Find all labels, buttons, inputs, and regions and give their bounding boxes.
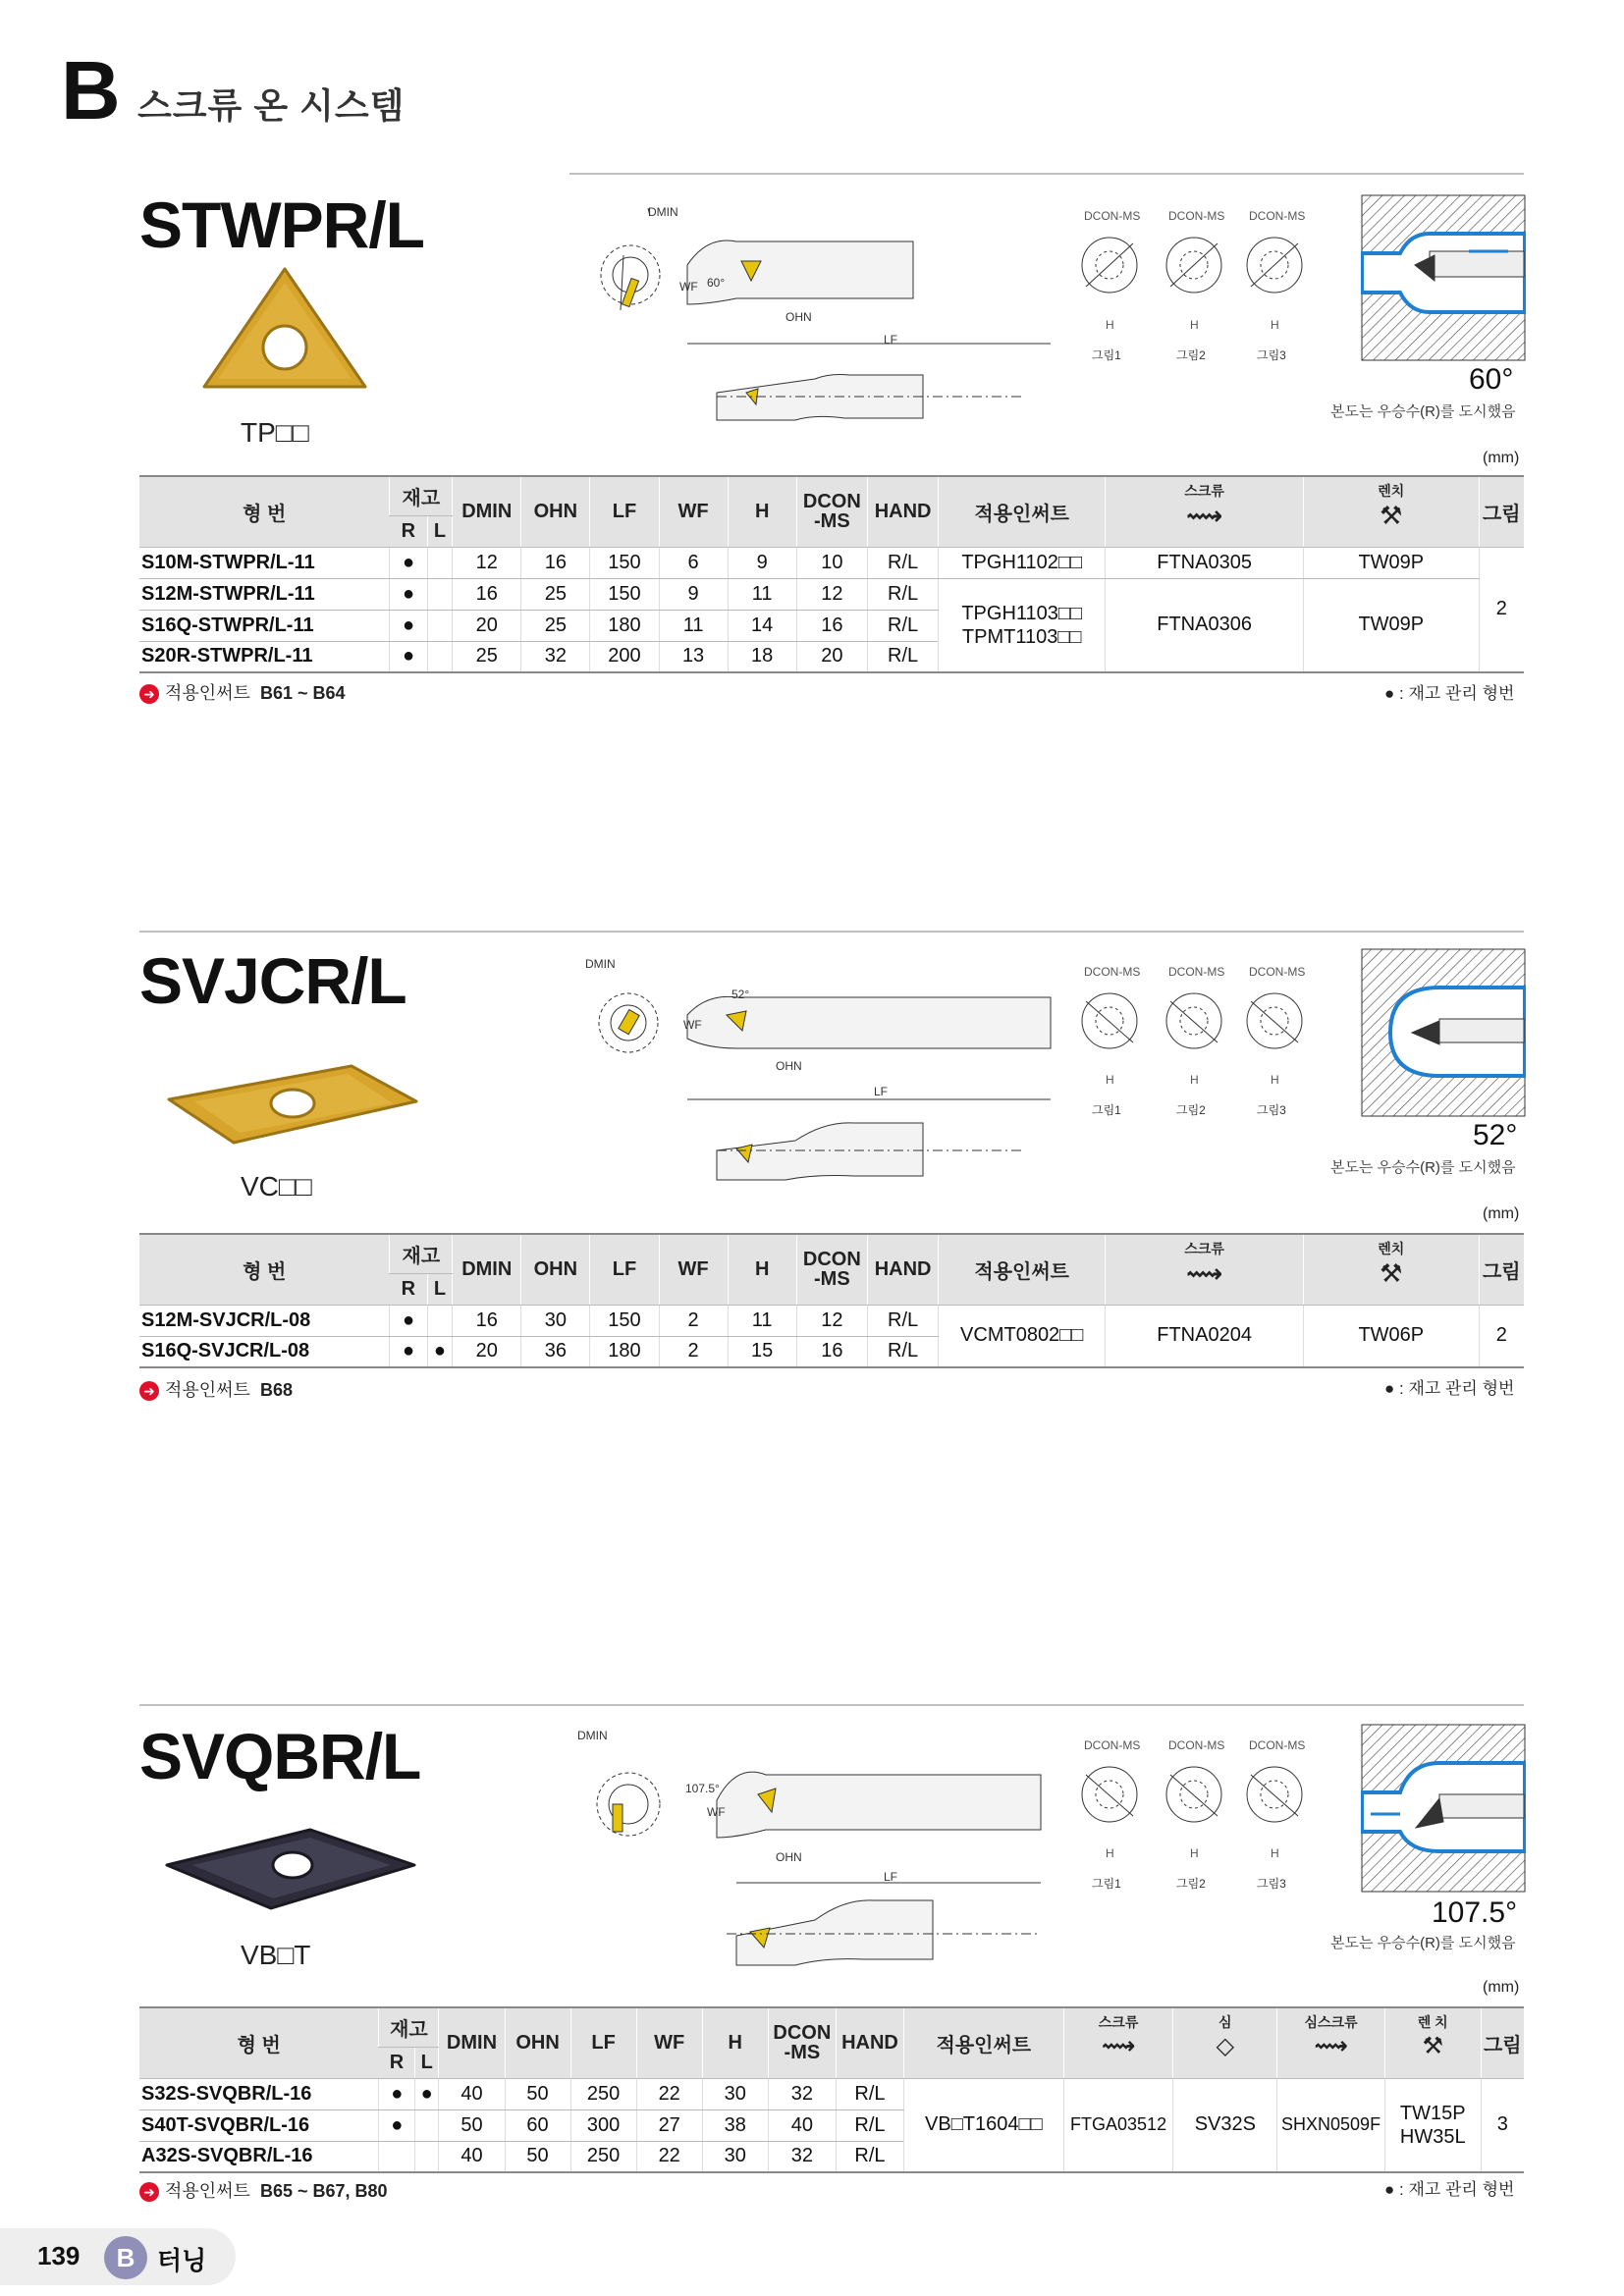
svg-text:그림2: 그림2 [1176,1877,1206,1891]
chapter-badge: B [104,2236,147,2279]
wf-label: WF [679,280,698,294]
svg-text:그림1: 그림1 [1092,1103,1121,1117]
section-rule [139,931,1524,933]
figure-1 [1082,238,1137,293]
arrow-right-icon: ➜ [139,2182,159,2202]
figure-3 [1247,238,1302,293]
section-rule [139,1704,1524,1706]
svg-text:DCON-MS: DCON-MS [1168,965,1225,979]
unit-label: (mm) [1483,1979,1520,1996]
page-number: 139 [37,2241,81,2270]
unit-label: (mm) [1483,1205,1520,1222]
chapter-title: 스크류 온 시스템 [137,85,406,126]
svg-text:그림1: 그림1 [1092,348,1121,362]
boring-illustration [1361,194,1526,361]
insert-label: VC□□ [241,1171,312,1201]
spec-table-stwpr: 형 번 재고 DMIN OHN LF WF H DCON -MS HAND 적용인써트 스크류 ⟿ 렌치 ⚒ 그림 R L S10M-STWPR/L-11 ● 12 16 150 6 9 10 R/L TPGH1102□□ FTNA0305 TW09P 2 S12M-STWPR/L-11 ● 16 25 150 9 11 12 R/L TPGH1103□□ TPMT1103□□ FTNA0306 TW09P S16Q-STWPR/L-11 ● 20 25 180 11 14 16 R/L S20R-STWPR/L-11 ● 25 32 200 13 18 20 R/L [139,475,1524,673]
svg-text:그림1: 그림1 [1092,1877,1121,1891]
section-title: SVJCR/L [139,944,406,1017]
section-rule [569,173,1524,175]
svg-text:H: H [1106,1073,1114,1087]
drawing-note: 본도는 우승수(R)를 도시했음 [1330,1935,1516,1951]
wrench-icon: ⚒ [1380,501,1403,530]
svg-text:DMIN: DMIN [577,1729,608,1742]
table-row: A32S-SVQBR/L-16 40 50 250 22 30 32 R/L [139,2141,1524,2172]
svg-text:52°: 52° [731,988,750,1001]
tool-drawing [579,954,1070,1190]
wrench-icon: ⚒ [1422,2033,1443,2059]
drawing-note: 본도는 우승수(R)를 도시했음 [1330,1159,1516,1176]
svg-text:LF: LF [884,1870,898,1884]
ohn-label: OHN [785,310,812,324]
svg-text:H: H [1106,318,1114,332]
table-row: S16Q-STWPR/L-11 ● 20 25 180 11 14 16 R/L [139,610,1524,641]
svg-text:OHN: OHN [776,1059,802,1073]
svg-text:DCON-MS: DCON-MS [1249,209,1306,223]
table-row: S40T-SVQBR/L-16 ● 50 60 300 27 38 40 R/L [139,2109,1524,2141]
table-row: S32S-SVQBR/L-16 ● ● 40 50 250 22 30 32 R/L VB□T1604□□ FTGA03512 SV32S SHXN0509F TW15P HW35L 3 [139,2078,1524,2109]
svg-text:DMIN: DMIN [585,957,616,971]
svg-text:H: H [1190,1073,1199,1087]
table-row: S12M-STWPR/L-11 ● 16 25 150 9 11 12 R/L TPGH1103□□ TPMT1103□□ FTNA0306 TW09P [139,578,1524,610]
figure-2 [1166,238,1221,293]
svg-text:H: H [1271,318,1279,332]
svg-text:H: H [1190,318,1199,332]
arrow-right-icon: ➜ [139,1381,159,1401]
svg-text:107.5°: 107.5° [685,1782,720,1795]
tool-drawing [589,196,1070,432]
svg-text:그림2: 그림2 [1176,348,1206,362]
stock-legend: ● : 재고 관리 형번 [1384,1379,1515,1398]
insert-tp-image [196,263,373,400]
stock-legend: ● : 재고 관리 형번 [1384,2180,1515,2199]
section-figures [1080,1735,1316,1893]
screw-icon: ⟿ [1185,501,1223,530]
svg-text:그림2: 그림2 [1176,1103,1206,1117]
insert-label: VB□T [241,1940,311,1970]
unit-label: (mm) [1483,450,1520,466]
drawing-note: 본도는 우승수(R)를 도시했음 [1330,403,1516,420]
svg-text:H: H [1190,1846,1199,1860]
svg-text:DCON-MS: DCON-MS [1168,209,1225,223]
section-figures [1080,206,1316,363]
table-row: S16Q-SVJCR/L-08 ● ● 20 36 180 2 15 16 R/L [139,1336,1524,1367]
section-title: SVQBR/L [139,1720,421,1792]
svg-text:H: H [1106,1846,1114,1860]
insert-vc-image [165,1060,420,1148]
insert-label: TP□□ [241,417,309,448]
chapter-letter: B [61,44,121,136]
svg-text:H: H [1271,1846,1279,1860]
svg-text:H: H [1271,1073,1279,1087]
svg-text:WF: WF [707,1805,726,1819]
svg-text:OHN: OHN [776,1850,802,1864]
wrench-icon: ⚒ [1380,1258,1403,1288]
section-figures [1080,962,1316,1119]
svg-text:WF: WF [683,1018,702,1032]
shim-icon: ◇ [1216,2033,1235,2059]
reference-pages[interactable]: ➜ 적용인써트 B65 ~ B67, B80 [139,2177,388,2203]
cutting-angle: 107.5° [1432,1896,1518,1929]
svg-text:DCON-MS: DCON-MS [1249,1738,1306,1752]
screw-icon: ⟿ [1185,1258,1223,1288]
stock-legend: ● : 재고 관리 형번 [1384,684,1515,703]
screw-icon: ⟿ [1101,2033,1136,2059]
svg-text:60°: 60° [707,276,726,290]
svg-text:DCON-MS: DCON-MS [1084,209,1141,223]
cutting-angle: 52° [1473,1119,1518,1151]
svg-text:DMIN: DMIN [648,205,678,219]
chapter-label: 터닝 [157,2246,207,2275]
svg-text:그림3: 그림3 [1257,1877,1286,1891]
arrow-right-icon: ➜ [139,684,159,704]
table-row: S10M-STWPR/L-11 ● 12 16 150 6 9 10 R/L TPGH1102□□ FTNA0305 TW09P 2 [139,547,1524,578]
svg-text:DCON-MS: DCON-MS [1084,965,1141,979]
lf-label: LF [884,333,898,347]
boring-illustration [1361,1724,1526,1893]
reference-pages[interactable]: ➜ 적용인써트 B68 [139,1376,293,1402]
insert-vb-image [163,1822,418,1916]
svg-text:그림3: 그림3 [1257,1103,1286,1117]
svg-text:LF: LF [874,1085,889,1098]
spec-table-svqbr: 형 번 재고 DMIN OHN LF WF H DCON -MS HAND 적용인써트 스크류 ⟿ 심 ◇ 심스크류 ⟿ 렌 치 ⚒ 그림 R L S32S-SVQBR/L-16 ● ● 40 50 250 22 30 32 R/L VB□T1604□□ FTGA03512 SV32S SHXN0509F TW15P HW35L 3 S40T-SVQBR/L-16 ● 50 60 300 27 38 40 R/L A32S-SVQBR/L-16 40 50 250 22 30 32 R/L [139,2006,1524,2173]
svg-text:DCON-MS: DCON-MS [1249,965,1306,979]
boring-illustration [1361,948,1526,1117]
cutting-angle: 60° [1469,363,1514,396]
spec-table-svjcr: 형 번 재고 DMIN OHN LF WF H DCON -MS HAND 적용인써트 스크류 ⟿ 렌치 ⚒ 그림 R L S12M-SVJCR/L-08 ● 16 30 150 2 11 12 R/L VCMT0802□□ FTNA0204 TW06P 2 S16Q-SVJCR/L-08 ● ● 20 36 180 2 15 16 R/L [139,1233,1524,1368]
svg-text:DCON-MS: DCON-MS [1084,1738,1141,1752]
shim-screw-icon: ⟿ [1314,2033,1348,2059]
tool-drawing [569,1726,1070,1981]
reference-pages[interactable]: ➜ 적용인써트 B61 ~ B64 [139,679,346,705]
table-row: S12M-SVJCR/L-08 ● 16 30 150 2 11 12 R/L VCMT0802□□ FTNA0204 TW06P 2 [139,1305,1524,1336]
section-title: STWPR/L [139,188,424,261]
svg-text:DCON-MS: DCON-MS [1168,1738,1225,1752]
table-row: S20R-STWPR/L-11 ● 25 32 200 13 18 20 R/L [139,641,1524,672]
svg-text:그림3: 그림3 [1257,348,1286,362]
